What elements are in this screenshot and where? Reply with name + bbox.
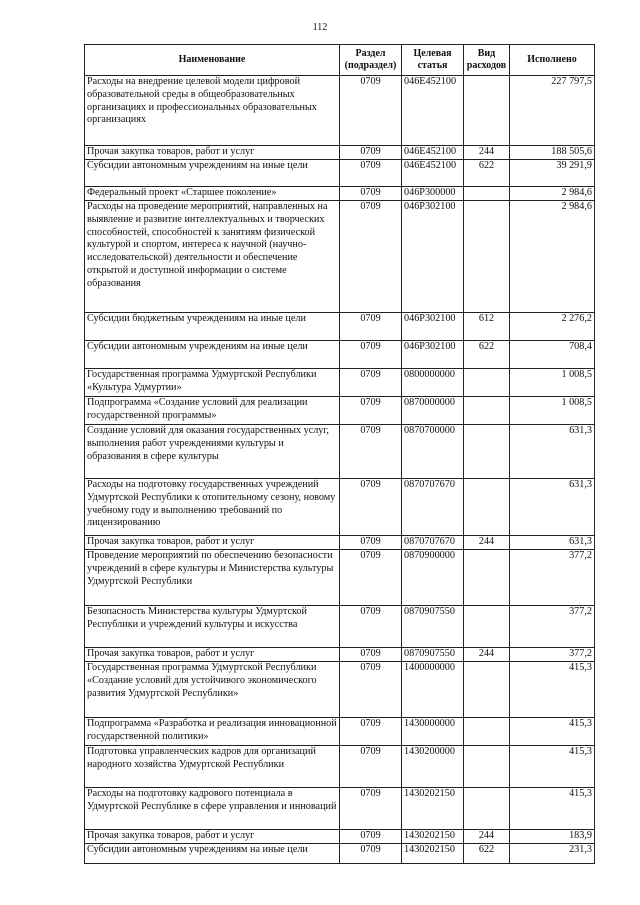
cell-kind <box>464 788 510 830</box>
cell-kind <box>464 76 510 146</box>
cell-section: 0709 <box>340 606 402 648</box>
table-row <box>85 160 595 187</box>
cell-section: 0709 <box>340 479 402 536</box>
cell-kind: 622 <box>464 341 510 369</box>
budget-table <box>84 44 595 864</box>
table-row <box>85 648 595 662</box>
cell-executed: 415,3 <box>510 746 595 788</box>
table-row <box>85 201 595 313</box>
cell-executed: 377,2 <box>510 648 595 662</box>
cell-executed: 631,3 <box>510 425 595 479</box>
cell-kind: 612 <box>464 313 510 341</box>
page-number: 112 <box>312 22 328 33</box>
cell-target: 046P302100 <box>402 341 464 369</box>
cell-name: Расходы на подготовку государственных учреждений Удмуртской Республики к отопительному сезону, новому учебному году и выполнению требований по лицензированию <box>85 479 340 536</box>
cell-kind: 244 <box>464 536 510 550</box>
cell-executed: 39 291,9 <box>510 160 595 187</box>
cell-section: 0709 <box>340 397 402 425</box>
cell-section: 0709 <box>340 830 402 844</box>
cell-executed: 1 008,5 <box>510 397 595 425</box>
table-row <box>85 313 595 341</box>
cell-kind: 622 <box>464 160 510 187</box>
table-row <box>85 341 595 369</box>
cell-name: Создание условий для оказания государственных услуг, выполнения работ учреждениями культуры и образования в сфере культуры <box>85 425 340 479</box>
header-section: Раздел (подраздел) <box>340 45 402 76</box>
cell-kind <box>464 479 510 536</box>
cell-target: 0870707670 <box>402 536 464 550</box>
cell-kind <box>464 425 510 479</box>
cell-target: 0870700000 <box>402 425 464 479</box>
table-body <box>85 76 595 864</box>
table-header-row <box>85 45 595 76</box>
header-executed: Исполнено <box>510 45 595 76</box>
cell-section: 0709 <box>340 648 402 662</box>
cell-section: 0709 <box>340 369 402 397</box>
cell-executed: 227 797,5 <box>510 76 595 146</box>
cell-name: Безопасность Министерства культуры Удмуртской Республики и учреждений культуры и искусства <box>85 606 340 648</box>
header-target: Целевая статья <box>402 45 464 76</box>
table-row <box>85 746 595 788</box>
cell-kind <box>464 550 510 606</box>
cell-section: 0709 <box>340 536 402 550</box>
cell-target: 0870900000 <box>402 550 464 606</box>
cell-executed: 377,2 <box>510 606 595 648</box>
table-row <box>85 187 595 201</box>
cell-name: Расходы на внедрение целевой модели цифровой образовательной среды в общеобразовательных организациях и профессиональных образовательных организациях <box>85 76 340 146</box>
cell-kind: 244 <box>464 146 510 160</box>
table-row <box>85 425 595 479</box>
cell-name: Государственная программа Удмуртской Республики «Создание условий для устойчивого экономического развития Удмуртской Республики» <box>85 662 340 718</box>
table-row <box>85 479 595 536</box>
cell-kind <box>464 718 510 746</box>
table-row <box>85 662 595 718</box>
cell-executed: 188 505,6 <box>510 146 595 160</box>
cell-executed: 2 276,2 <box>510 313 595 341</box>
cell-section: 0709 <box>340 718 402 746</box>
cell-target: 1430202150 <box>402 844 464 864</box>
cell-section: 0709 <box>340 76 402 146</box>
cell-kind <box>464 662 510 718</box>
cell-target: 046E452100 <box>402 146 464 160</box>
table-row <box>85 397 595 425</box>
table-row <box>85 606 595 648</box>
cell-section: 0709 <box>340 844 402 864</box>
cell-name: Прочая закупка товаров, работ и услуг <box>85 536 340 550</box>
cell-name: Подпрограмма «Создание условий для реализации государственной программы» <box>85 397 340 425</box>
cell-name: Федеральный проект «Старшее поколение» <box>85 187 340 201</box>
cell-executed: 1 008,5 <box>510 369 595 397</box>
cell-section: 0709 <box>340 662 402 718</box>
cell-name: Субсидии автономным учреждениям на иные цели <box>85 341 340 369</box>
cell-target: 046E452100 <box>402 160 464 187</box>
cell-name: Прочая закупка товаров, работ и услуг <box>85 146 340 160</box>
cell-section: 0709 <box>340 313 402 341</box>
cell-name: Прочая закупка товаров, работ и услуг <box>85 830 340 844</box>
cell-section: 0709 <box>340 160 402 187</box>
cell-target: 046P302100 <box>402 313 464 341</box>
cell-target: 046E452100 <box>402 76 464 146</box>
cell-section: 0709 <box>340 425 402 479</box>
cell-kind <box>464 397 510 425</box>
cell-name: Субсидии бюджетным учреждениям на иные цели <box>85 313 340 341</box>
table-row <box>85 830 595 844</box>
cell-target: 1430202150 <box>402 830 464 844</box>
cell-target: 0870707670 <box>402 479 464 536</box>
cell-target: 1400000000 <box>402 662 464 718</box>
table-row <box>85 550 595 606</box>
table-row <box>85 788 595 830</box>
table-row <box>85 76 595 146</box>
cell-target: 0870000000 <box>402 397 464 425</box>
cell-executed: 415,3 <box>510 718 595 746</box>
table-row <box>85 718 595 746</box>
table-row <box>85 536 595 550</box>
cell-kind <box>464 369 510 397</box>
cell-executed: 415,3 <box>510 788 595 830</box>
table-row <box>85 146 595 160</box>
cell-name: Проведение мероприятий по обеспечению безопасности учреждений в сфере культуры и Министерства культуры Удмуртской Республики <box>85 550 340 606</box>
cell-executed: 631,3 <box>510 536 595 550</box>
cell-name: Субсидии автономным учреждениям на иные цели <box>85 160 340 187</box>
cell-target: 1430200000 <box>402 746 464 788</box>
cell-executed: 231,3 <box>510 844 595 864</box>
cell-section: 0709 <box>340 187 402 201</box>
cell-kind <box>464 201 510 313</box>
cell-kind <box>464 187 510 201</box>
cell-kind <box>464 746 510 788</box>
cell-executed: 631,3 <box>510 479 595 536</box>
cell-executed: 2 984,6 <box>510 187 595 201</box>
cell-executed: 183,9 <box>510 830 595 844</box>
cell-executed: 377,2 <box>510 550 595 606</box>
cell-kind: 244 <box>464 830 510 844</box>
cell-target: 0800000000 <box>402 369 464 397</box>
cell-target: 1430202150 <box>402 788 464 830</box>
cell-kind: 244 <box>464 648 510 662</box>
cell-name: Расходы на подготовку кадрового потенциала в Удмуртской Республике в сфере управления и инноваций <box>85 788 340 830</box>
cell-executed: 2 984,6 <box>510 201 595 313</box>
cell-executed: 415,3 <box>510 662 595 718</box>
cell-target: 1430000000 <box>402 718 464 746</box>
table-row <box>85 844 595 864</box>
cell-section: 0709 <box>340 550 402 606</box>
header-kind: Вид расходов <box>464 45 510 76</box>
cell-name: Подпрограмма «Разработка и реализация инновационной государственной политики» <box>85 718 340 746</box>
cell-name: Государственная программа Удмуртской Республики «Культура Удмуртии» <box>85 369 340 397</box>
cell-name: Субсидии автономным учреждениям на иные цели <box>85 844 340 864</box>
cell-target: 0870907550 <box>402 606 464 648</box>
cell-target: 0870907550 <box>402 648 464 662</box>
table-row <box>85 369 595 397</box>
cell-name: Подготовка управленческих кадров для организаций народного хозяйства Удмуртской Республики <box>85 746 340 788</box>
cell-section: 0709 <box>340 341 402 369</box>
cell-section: 0709 <box>340 146 402 160</box>
cell-name: Прочая закупка товаров, работ и услуг <box>85 648 340 662</box>
cell-target: 046P300000 <box>402 187 464 201</box>
header-name: Наименование <box>85 45 340 76</box>
cell-kind <box>464 606 510 648</box>
cell-section: 0709 <box>340 788 402 830</box>
cell-section: 0709 <box>340 746 402 788</box>
cell-name: Расходы на проведение мероприятий, направленных на выявление и развитие интеллектуальных и творческих способностей, способностей к занятиям физической культурой и спортом, интереса к научной (научно-исследовательской) деятельности и обеспечение открытой и доступной информации о системе образования <box>85 201 340 313</box>
cell-target: 046P302100 <box>402 201 464 313</box>
cell-kind: 622 <box>464 844 510 864</box>
cell-executed: 708,4 <box>510 341 595 369</box>
cell-section: 0709 <box>340 201 402 313</box>
